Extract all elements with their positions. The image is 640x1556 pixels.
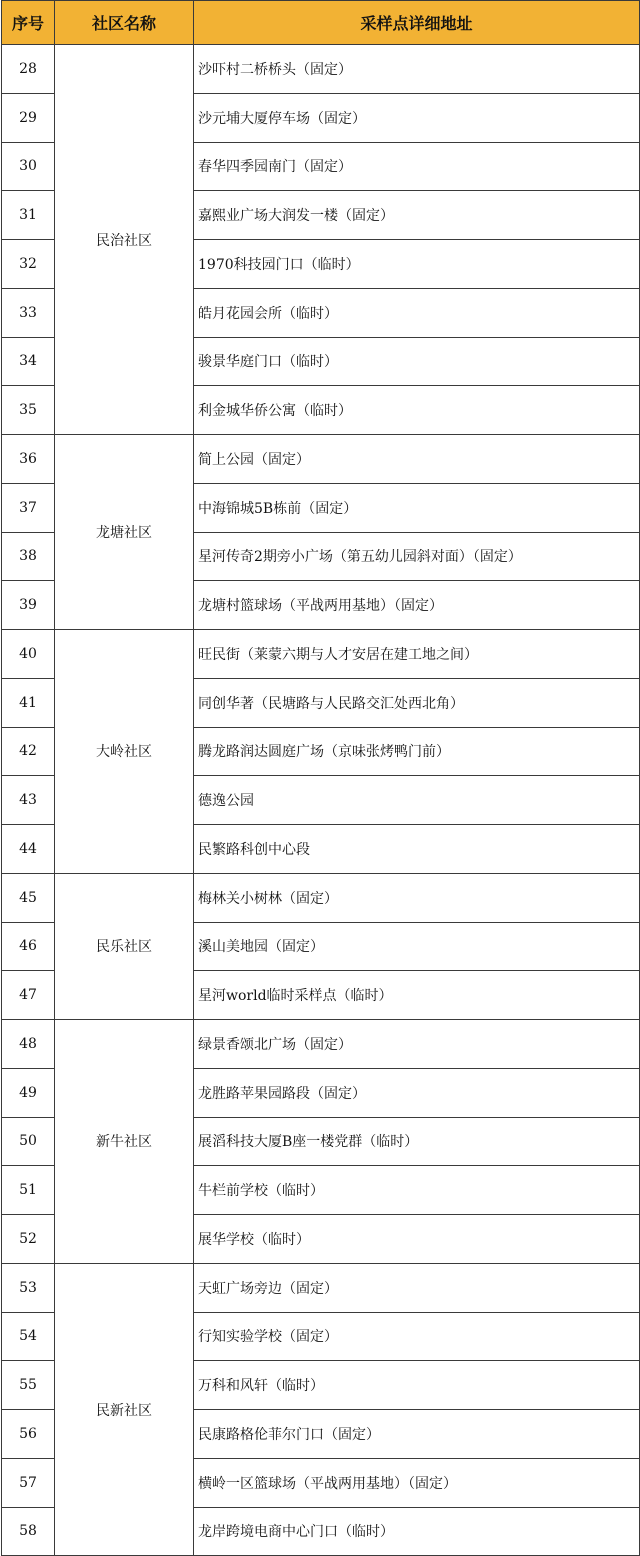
row-index: 35 bbox=[2, 386, 55, 435]
table-row bbox=[2, 873, 640, 922]
row-index: 30 bbox=[2, 142, 55, 191]
row-index: 33 bbox=[2, 288, 55, 337]
row-index: 41 bbox=[2, 678, 55, 727]
community-name: 新牛社区 bbox=[55, 1020, 194, 1264]
sampling-address: 展滔科技大厦B座一楼党群（临时） bbox=[194, 1117, 640, 1166]
sampling-address: 德逸公园 bbox=[194, 776, 640, 825]
row-index: 42 bbox=[2, 727, 55, 776]
sampling-address: 牛栏前学校（临时） bbox=[194, 1166, 640, 1215]
sampling-address: 中海锦城5B栋前（固定） bbox=[194, 483, 640, 532]
sampling-address: 溪山美地园（固定） bbox=[194, 922, 640, 971]
community-name: 民治社区 bbox=[55, 45, 194, 435]
community-name: 龙塘社区 bbox=[55, 435, 194, 630]
table-row bbox=[2, 435, 640, 484]
sampling-address: 腾龙路润达圆庭广场（京味张烤鸭门前） bbox=[194, 727, 640, 776]
sampling-address: 行知实验学校（固定） bbox=[194, 1312, 640, 1361]
sampling-address: 民繁路科创中心段 bbox=[194, 825, 640, 874]
sampling-address: 民康路格伦菲尔门口（固定） bbox=[194, 1410, 640, 1459]
table-header-row bbox=[2, 1, 640, 45]
row-index: 38 bbox=[2, 532, 55, 581]
row-index: 37 bbox=[2, 483, 55, 532]
sampling-address: 同创华著（民塘路与人民路交汇处西北角） bbox=[194, 678, 640, 727]
row-index: 56 bbox=[2, 1410, 55, 1459]
row-index: 57 bbox=[2, 1458, 55, 1507]
row-index: 49 bbox=[2, 1068, 55, 1117]
row-index: 43 bbox=[2, 776, 55, 825]
row-index: 28 bbox=[2, 45, 55, 94]
row-index: 45 bbox=[2, 873, 55, 922]
header-index: 序号 bbox=[2, 1, 55, 45]
row-index: 39 bbox=[2, 581, 55, 630]
sampling-address: 骏景华庭门口（临时） bbox=[194, 337, 640, 386]
sampling-address: 嘉熙业广场大润发一楼（固定） bbox=[194, 191, 640, 240]
table-row bbox=[2, 1020, 640, 1069]
table-body bbox=[2, 45, 640, 1556]
sampling-address: 沙吓村二桥桥头（固定） bbox=[194, 45, 640, 94]
sampling-address: 春华四季园南门（固定） bbox=[194, 142, 640, 191]
row-index: 51 bbox=[2, 1166, 55, 1215]
community-name: 民乐社区 bbox=[55, 873, 194, 1019]
sampling-address: 万科和风轩（临时） bbox=[194, 1361, 640, 1410]
row-index: 50 bbox=[2, 1117, 55, 1166]
row-index: 48 bbox=[2, 1020, 55, 1069]
sampling-address: 简上公园（固定） bbox=[194, 435, 640, 484]
row-index: 32 bbox=[2, 240, 55, 289]
row-index: 29 bbox=[2, 93, 55, 142]
community-name: 大岭社区 bbox=[55, 630, 194, 874]
sampling-address: 星河world临时采样点（临时） bbox=[194, 971, 640, 1020]
sampling-address: 1970科技园门口（临时） bbox=[194, 240, 640, 289]
row-index: 53 bbox=[2, 1263, 55, 1312]
row-index: 55 bbox=[2, 1361, 55, 1410]
row-index: 44 bbox=[2, 825, 55, 874]
sampling-address: 龙岸跨境电商中心门口（临时） bbox=[194, 1507, 640, 1556]
sampling-address: 龙胜路苹果园路段（固定） bbox=[194, 1068, 640, 1117]
sampling-address: 梅林关小树林（固定） bbox=[194, 873, 640, 922]
row-index: 54 bbox=[2, 1312, 55, 1361]
community-name: 民新社区 bbox=[55, 1263, 194, 1556]
table-row bbox=[2, 45, 640, 94]
sampling-address: 绿景香颂北广场（固定） bbox=[194, 1020, 640, 1069]
sampling-address: 龙塘村篮球场（平战两用基地）（固定） bbox=[194, 581, 640, 630]
row-index: 52 bbox=[2, 1215, 55, 1264]
row-index: 46 bbox=[2, 922, 55, 971]
table-row bbox=[2, 630, 640, 679]
sampling-address: 天虹广场旁边（固定） bbox=[194, 1263, 640, 1312]
row-index: 36 bbox=[2, 435, 55, 484]
sampling-points-table bbox=[1, 0, 640, 1556]
sampling-address: 利金城华侨公寓（临时） bbox=[194, 386, 640, 435]
row-index: 31 bbox=[2, 191, 55, 240]
row-index: 34 bbox=[2, 337, 55, 386]
header-community: 社区名称 bbox=[55, 1, 194, 45]
sampling-address: 旺民街（莱蒙六期与人才安居在建工地之间） bbox=[194, 630, 640, 679]
sampling-address: 横岭一区篮球场（平战两用基地）（固定） bbox=[194, 1458, 640, 1507]
sampling-address: 星河传奇2期旁小广场（第五幼儿园斜对面）（固定） bbox=[194, 532, 640, 581]
sampling-address: 展华学校（临时） bbox=[194, 1215, 640, 1264]
table-row bbox=[2, 1263, 640, 1312]
row-index: 58 bbox=[2, 1507, 55, 1556]
row-index: 47 bbox=[2, 971, 55, 1020]
sampling-address: 皓月花园会所（临时） bbox=[194, 288, 640, 337]
sampling-address: 沙元埔大厦停车场（固定） bbox=[194, 93, 640, 142]
row-index: 40 bbox=[2, 630, 55, 679]
header-address: 采样点详细地址 bbox=[194, 1, 640, 45]
